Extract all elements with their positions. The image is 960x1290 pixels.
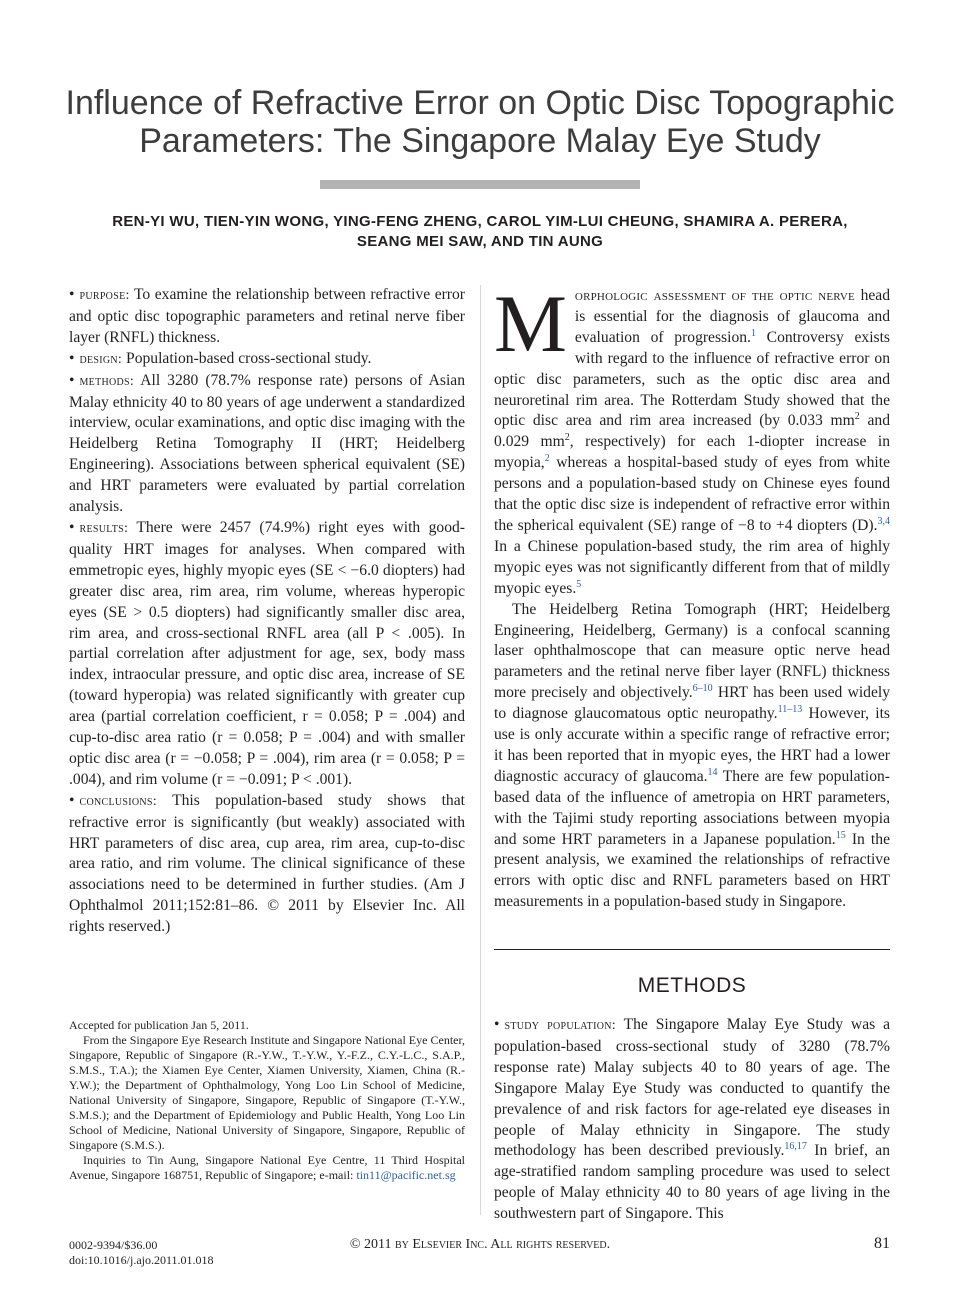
methods-label: methods: — [79, 373, 135, 389]
study-population-paragraph: • study population: The Singapore Malay Eye Study was a population-based cross-sectional study of 3280 (78.7% response rate) Malay subjects 40 to 80 years of age. The Singapore Malay Eye Study was conducted to quantify the prevalence of and risk factors for age-related eye diseases in people of Malay ethnicity in Singapore. The study methodology has been described previously.$^{16,17}$ In brief, an age-stratified random sampling procedure was used to select people of Malay ethnicity 40 to 80 years of age living in the southwestern part of Singapore. This — [494, 1016, 890, 1223]
citation[interactable]: 2 — [544, 453, 550, 465]
footer-copyright: © 2011 by Elsevier Inc. All rights reserved. — [349, 1237, 611, 1252]
affiliations: From the Singapore Eye Research Institute and Singapore National Eye Center, Singapore, Republic of Singapore (R.-Y.W., T.-Y.W., Y.-F.Z., C.Y.-L.C., S.A.P., S.M.S., T.A.); the Xiamen Eye Center, Xiamen University, Xiamen, China (R.-Y.W.); the Department of Ophthalmology, Yong Loo Lin School of Medicine, National University of Singapore, Singapore, Republic of Singapore (T.-Y.W., S.M.S.); and the Department of Epidemiology and Public Health, Yong Loo Lin School of Medicine, National University of Singapore, Singapore, Republic of Singapore (S.M.S.). — [69, 1033, 465, 1152]
conclusions-text: This population-based study shows that refractive error is significantly (but weakly) associated with HRT parameters of disc area, cup area, rim area, cup-to-disc area ratio, and rim volume. The clinical significance of these associations need to be determined in further studies. (Am J Ophthalmol 2011;152:81–86. © 2011 by Elsevier Inc. All rights reserved.) — [69, 791, 465, 936]
doi: doi:10.1016/j.ajo.2011.01.018 — [69, 1253, 214, 1267]
lead-in: orphologic assessment of the optic nerve — [574, 287, 855, 304]
methods-text: The Singapore Malay Eye Study was a population-based cross-sectional study of 3280 (78.7% response rate) Malay subjects 40 to 80 years of age. The Singapore Malay Eye Study was conducted to quantify the prevalence of and risk factors for age-related eye diseases in people of Malay ethnicity in Singapore. The study methodology has been described previously. — [494, 1016, 890, 1160]
email-link[interactable]: tin11@pacific.net.sg — [356, 1168, 456, 1182]
intro-text: Controversy exists with regard to the influence of refractive error on optic disc parameters, such as the optic disc area and neuroretinal rim area. The Rotterdam Study showed that the optic disc area and rim area increased (by 0.033 mm — [494, 328, 890, 430]
drop-cap: M — [494, 278, 567, 369]
results-label: results: — [79, 520, 129, 536]
article-title: Influence of Refractive Error on Optic Disc Topographic Parameters: The Singapore Malay Eye Study — [65, 84, 895, 160]
column-divider — [480, 285, 481, 1215]
footnote — [69, 1018, 465, 1183]
citation[interactable]: 11–13 — [777, 703, 803, 715]
page-number: 81 — [874, 1235, 890, 1252]
intro-text: There are few population-based data of the influence of ametropia on HRT parameters, with the Tajimi study reporting associations between myopia and some HRT parameters in a Japanese population. — [494, 767, 890, 848]
inquiries — [69, 1153, 465, 1183]
purpose-text: To examine the relationship between refractive error and optic disc topographic parameters and retinal nerve fiber layer (RNFL) thickness. — [69, 286, 465, 346]
superscript: 2 — [854, 411, 860, 423]
methods-heading: METHODS — [637, 974, 747, 997]
abstract-purpose: • purpose: To examine the relationship between refractive error and optic disc topographic parameters and retinal nerve fiber layer (RNFL) thickness. — [69, 286, 465, 346]
citation[interactable]: 6–10 — [692, 683, 713, 695]
conclusions-label: conclusions: — [79, 793, 157, 809]
intro-text: , respectively) for each 1-diopter increase in myopia, — [494, 433, 890, 472]
methods-section — [494, 1015, 890, 1225]
author-list — [60, 212, 900, 252]
intro-text: and 0.029 mm — [494, 412, 890, 451]
citation[interactable]: 15 — [835, 829, 846, 841]
methods-text: All 3280 (78.7% response rate) persons of Asian Malay ethnicity 40 to 80 years of age underwent a standardized interview, ocular examinations, and optic disc imaging with the Heidelberg Retina Tomography II (HRT; Heidelberg Engineering). Associations between spherical equivalent (SE) and HRT parameters were evaluated by partial correlation analysis. — [69, 371, 465, 516]
results-text: There were 2457 (74.9%) right eyes with good-quality HRT images for analyses. When compared with emmetropic eyes, highly myopic eyes (SE < −6.0 diopters) had greater disc area, rim area, rim volume, whereas hyperopic eyes (SE > 0.5 diopters) had significantly smaller disc area, rim area, and cross-sectional RNFL area (all P < .005). In partial correlation after adjustment for age, sex, body mass index, intraocular pressure, and optic disc area, increase of SE (toward hyperopia) was related significantly with greater cup area (partial correlation coefficient, r = 0.058; P = .004) and cup-to-disc area ratio (r = 0.058; P = .004) and with smaller optic disc area (r = −0.058; P = .004), rim area (r = 0.058; P = .004), and rim volume (r = −0.091; P < .001). — [69, 518, 465, 788]
intro-text: In a Chinese population-based study, the rim area of highly myopic eyes was not significantly different from that of mildly myopic eyes. — [494, 537, 890, 597]
citation[interactable]: 3,4 — [877, 515, 890, 527]
intro-text: In the present analysis, we examined the relationships of refractive errors with optic disc and RNFL parameters based on HRT measurements in a population-based study in Singapore. — [494, 830, 890, 911]
citation[interactable]: 14 — [707, 766, 718, 778]
abstract-methods: • methods: All 3280 (78.7% response rate) persons of Asian Malay ethnicity 40 to 80 years of age underwent a standardized interview, ocular examinations, and optic disc imaging with the Heidelberg Retina Tomography II (HRT; Heidelberg Engineering). Associations between spherical equivalent (SE) and HRT parameters were evaluated by partial correlation analysis. — [69, 371, 465, 516]
citation[interactable]: 5 — [576, 578, 582, 590]
study-population-label: study population: — [504, 1018, 616, 1033]
authors-line-1: REN-YI WU, TIEN-YIN WONG, YING-FENG ZHENG, CAROL YIM-LUI CHEUNG, SHAMIRA A. PERERA, — [112, 213, 848, 230]
intro-text: However, its use is only accurate within a specific range of refractive error; it has been reported that in myopic eyes, the HRT had a lower diagnostic accuracy of glaucoma. — [494, 705, 891, 785]
title-divider — [320, 180, 640, 189]
intro-paragraph-2 — [494, 600, 890, 914]
introduction — [494, 278, 891, 913]
section-rule — [494, 949, 890, 950]
methods-text: In brief, an age-stratified random sampling procedure was used to select people of Malay ethnicity 40 to 80 years of age living in the southwestern part of Singapore. This — [494, 1142, 890, 1223]
footer-ids — [69, 1238, 214, 1268]
intro-text: whereas a hospital-based study of eyes from white persons and a population-based study on Chinese eyes found that the optic disc size is independent of refractive error within the spherical equivalent (SE) range of −8 to +4 diopters (D). — [494, 454, 890, 534]
superscript: 2 — [564, 432, 570, 444]
abstract-results: • results: There were 2457 (74.9%) right eyes with good-quality HRT images for analyses. When compared with emmetropic eyes, highly myopic eyes (SE < −6.0 diopters) had greater disc area, rim area, rim volume, whereas hyperopic eyes (SE > 0.5 diopters) had significantly smaller disc area, rim area, and cross-sectional RNFL area (all P < .005). In partial correlation after adjustment for age, sex, body mass index, intraocular pressure, and optic disc area, increase of SE (toward hyperopia) was related significantly with greater cup area (partial correlation coefficient, r = 0.058; P = .004) and cup-to-disc area ratio (r = 0.058; P = .004) and with smaller optic disc area (r = −0.058; P = .004), rim area (r = 0.058; P = .004), and rim volume (r = −0.091; P < .001). — [69, 518, 465, 788]
abstract-conclusions: • conclusions: This population-based study shows that refractive error is significantly (but weakly) associated with HRT parameters of disc area, cup area, rim area, cup-to-disc area ratio, and rim volume. The clinical significance of these associations need to be determined in further studies. (Am J Ophthalmol 2011;152:81–86. © 2011 by Elsevier Inc. All rights reserved.) — [69, 791, 465, 936]
intro-text: head is essential for the diagnosis of glaucoma and evaluation of progression. — [574, 287, 890, 346]
intro-paragraph-1 — [494, 278, 890, 600]
intro-text: HRT has been used widely to diagnose glaucomatous optic neuropathy. — [494, 684, 891, 723]
abstract — [69, 285, 465, 938]
abstract-design: • design: Population-based cross-sectional study. — [69, 349, 372, 367]
authors-line-2: SEANG MEI SAW, AND TIN AUNG — [356, 233, 604, 250]
inquiries-text: Inquiries to Tin Aung, Singapore National Eye Centre, 11 Third Hospital Avenue, Singapore 168751, Republic of Singapore; e-mail: — [69, 1153, 465, 1182]
purpose-label: purpose: — [79, 288, 130, 303]
accepted-date: Accepted for publication Jan 5, 2011. — [69, 1018, 249, 1032]
citation[interactable]: 1 — [750, 327, 756, 339]
design-label: design: — [79, 351, 123, 367]
issn: 0002-9394/$36.00 — [69, 1238, 158, 1252]
intro-text: The Heidelberg Retina Tomograph (HRT; Heidelberg Engineering, Heidelberg, Germany) is a confocal scanning laser ophthalmoscope that can measure optic nerve head parameters and the retinal nerve fiber layer (RNFL) thickness more precisely and objectively. — [494, 600, 890, 702]
citation[interactable]: 16,17 — [784, 1141, 807, 1153]
design-text: Population-based cross-sectional study. — [126, 349, 372, 367]
